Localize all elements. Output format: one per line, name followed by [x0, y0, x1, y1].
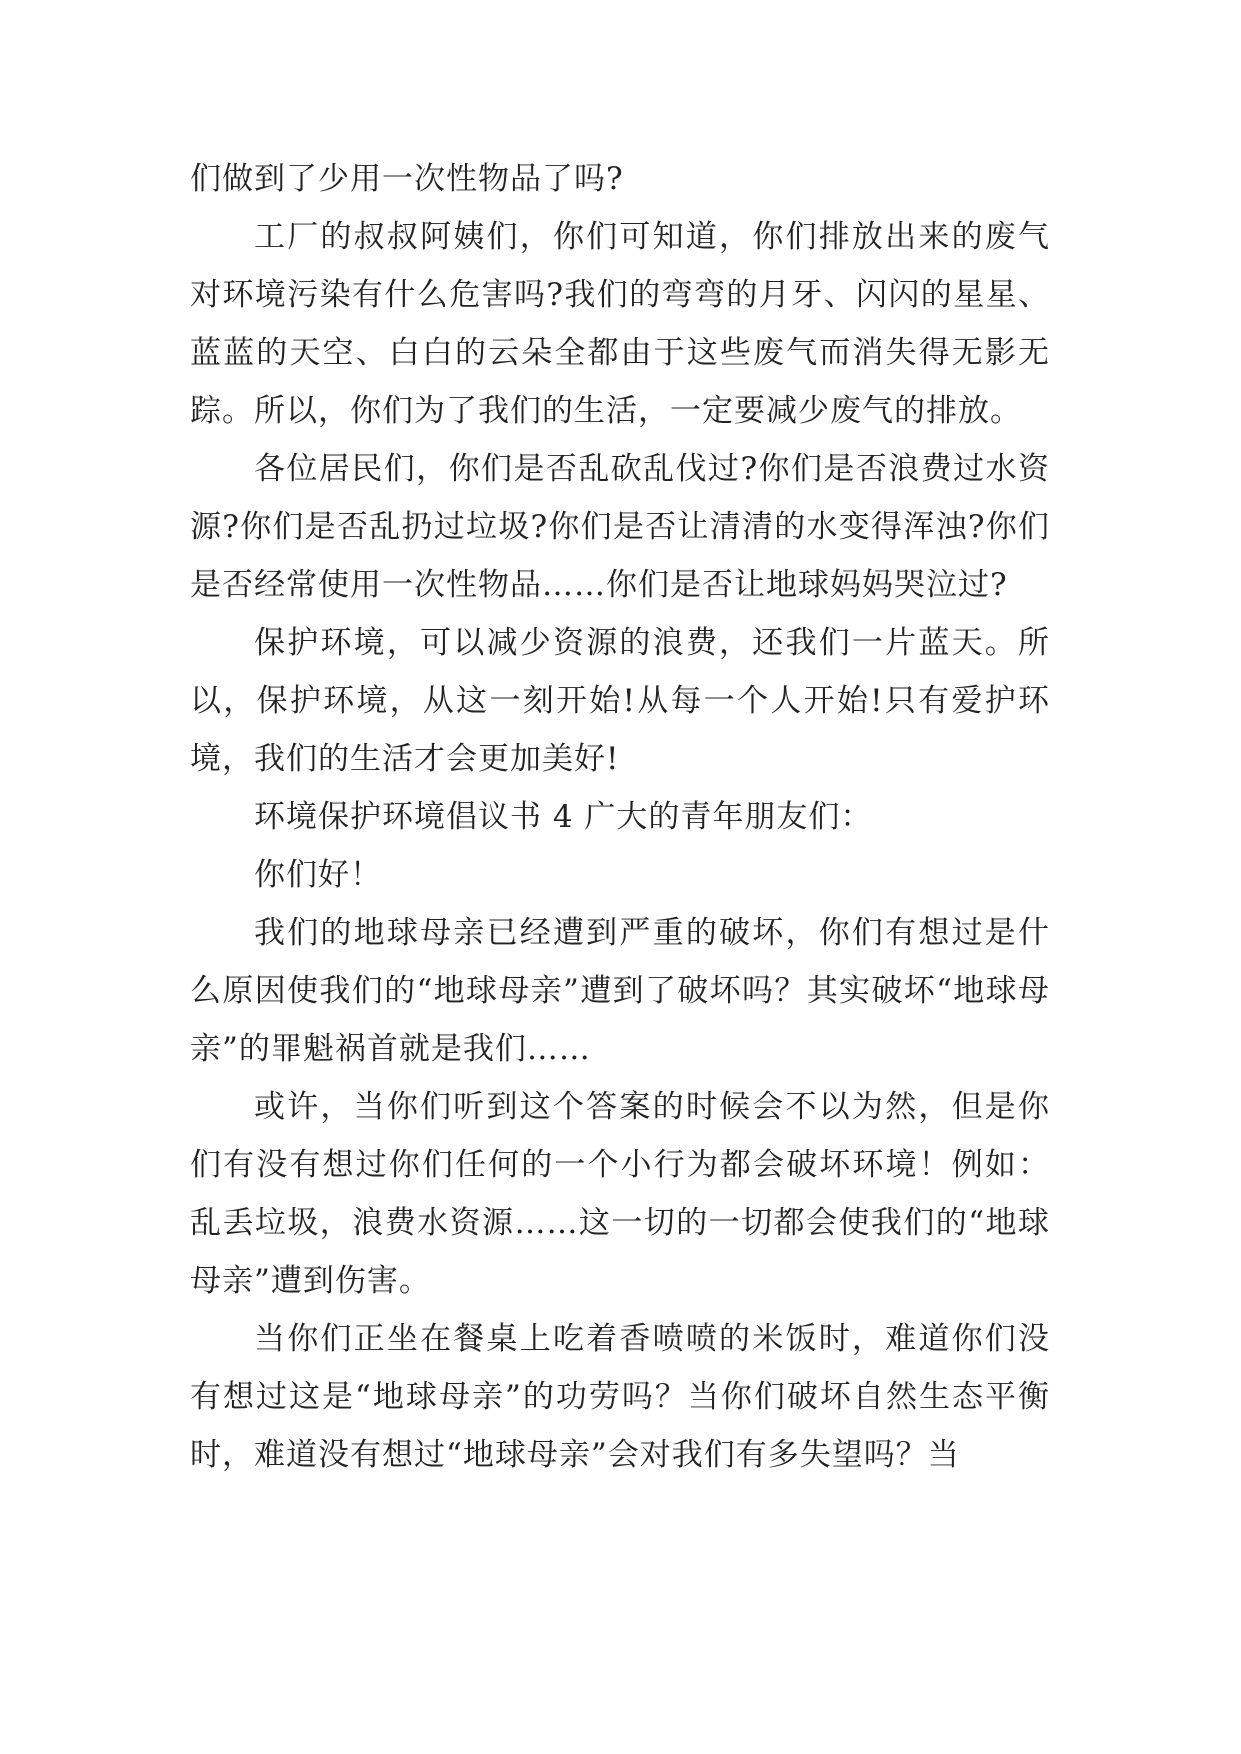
- paragraph-dinner-table: 当你们正坐在餐桌上吃着香喷喷的米饭时，难道你们没有想过这是“地球母亲”的功劳吗？当你们破坏自然生态平衡时，难道没有想过“地球母亲”会对我们有多失望吗？当: [190, 1321, 1050, 1473]
- document-body: [190, 150, 1050, 1484]
- paragraph-continuation: 们做到了少用一次性物品了吗?: [190, 161, 624, 197]
- paragraph-protect-environment: 保护环境，可以减少资源的浪费，还我们一片蓝天。所以，保护环境，从这一刻开始!从每一个人开始!只有爱护环境，我们的生活才会更加美好!: [190, 625, 1050, 777]
- paragraph-residents: 各位居民们，你们是否乱砍乱伐过?你们是否浪费过水资源?你们是否乱扔过垃圾?你们是否让清清的水变得浑浊?你们是否经常使用一次性物品……你们是否让地球妈妈哭泣过?: [190, 451, 1050, 603]
- paragraph-factory-workers: 工厂的叔叔阿姨们，你们可知道，你们排放出来的废气对环境污染有什么危害吗?我们的弯弯的月牙、闪闪的星星、蓝蓝的天空、白白的云朵全都由于这些废气而消失得无影无踪。所以，你们为了我们的生活，一定要减少废气的排放。: [190, 219, 1050, 429]
- paragraph-earth-mother: 我们的地球母亲已经遭到严重的破坏，你们有想过是什么原因使我们的“地球母亲”遭到了破坏吗？其实破坏“地球母亲”的罪魁祸首就是我们……: [190, 915, 1050, 1067]
- section-heading-proposal-4: 环境保护环境倡议书 4 广大的青年朋友们：: [254, 799, 873, 835]
- paragraph-small-actions: 或许，当你们听到这个答案的时候会不以为然，但是你们有没有想过你们任何的一个小行为都会破坏环境！例如：乱丢垃圾，浪费水资源……这一切的一切都会使我们的“地球母亲”遭到伤害。: [190, 1089, 1050, 1299]
- paragraph-greeting: 你们好！: [254, 857, 382, 893]
